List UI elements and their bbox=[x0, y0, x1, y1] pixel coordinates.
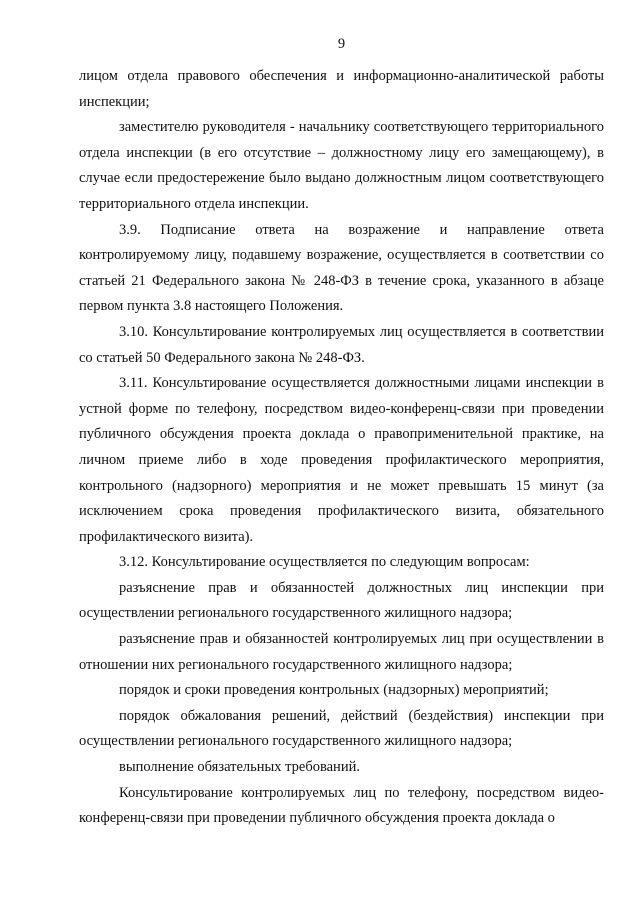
paragraph-3-12: 3.12. Консультирование осуществляется по следующим вопросам: bbox=[119, 554, 530, 571]
list-item-5: выполнение обязательных требований. bbox=[119, 759, 360, 776]
paragraph-2: заместителю руководителя - начальнику соответствующего территориального отдела инспекции (в его отсутствие – должностному лицу его замещающему), в случае если предостережение было выдано должностным лицом соответствующего территориального отдела инспекции. bbox=[79, 119, 604, 212]
page-number: 9 bbox=[337, 36, 346, 52]
paragraph-3-11: 3.11. Консультирование осуществляется должностными лицами инспекции в устной форме по телефону, посредством видео-конференц-связи при проведении публичного обсуждения проекта доклада о правоприменительной практике, на личном приеме либо в ходе проведения профилактического мероприятия, контрольного (надзорного) мероприятия и не может превышать 15 минут (за исключением срока проведения профилактического визита, обязательного профилактического визита). bbox=[79, 375, 604, 545]
paragraph-final: Консультирование контролируемых лиц по телефону, посредством видео-конференц-связи при проведении публичного обсуждения проекта доклада о bbox=[79, 784, 604, 827]
list-item-3: порядок и сроки проведения контрольных (надзорных) мероприятий; bbox=[119, 682, 549, 699]
list-item-4: порядок обжалования решений, действий (бездействия) инспекции при осуществлении регионального государственного жилищного надзора; bbox=[79, 707, 604, 750]
document-body bbox=[79, 64, 604, 832]
paragraph-3-9: 3.9. Подписание ответа на возражение и направление ответа контролируемому лицу, подавшему возражение, осуществляется в соответствии со статьей 21 Федерального закона № 248-ФЗ в течение срока, указанного в абзаце первом пункта 3.8 настоящего Положения. bbox=[79, 221, 604, 315]
list-item-2: разъяснение прав и обязанностей контролируемых лиц при осуществлении в отношении них регионального государственного жилищного надзора; bbox=[79, 631, 604, 673]
paragraph-1: лицом отдела правового обеспечения и информационно-аналитической работы инспекции; bbox=[79, 68, 604, 110]
paragraph-3-10: 3.10. Консультирование контролируемых лиц осуществляется в соответствии со статьей 50 Федерального закона № 248-ФЗ. bbox=[79, 323, 604, 366]
list-item-1: разъяснение прав и обязанностей должностных лиц инспекции при осуществлении регионального государственного жилищного надзора; bbox=[79, 579, 604, 622]
